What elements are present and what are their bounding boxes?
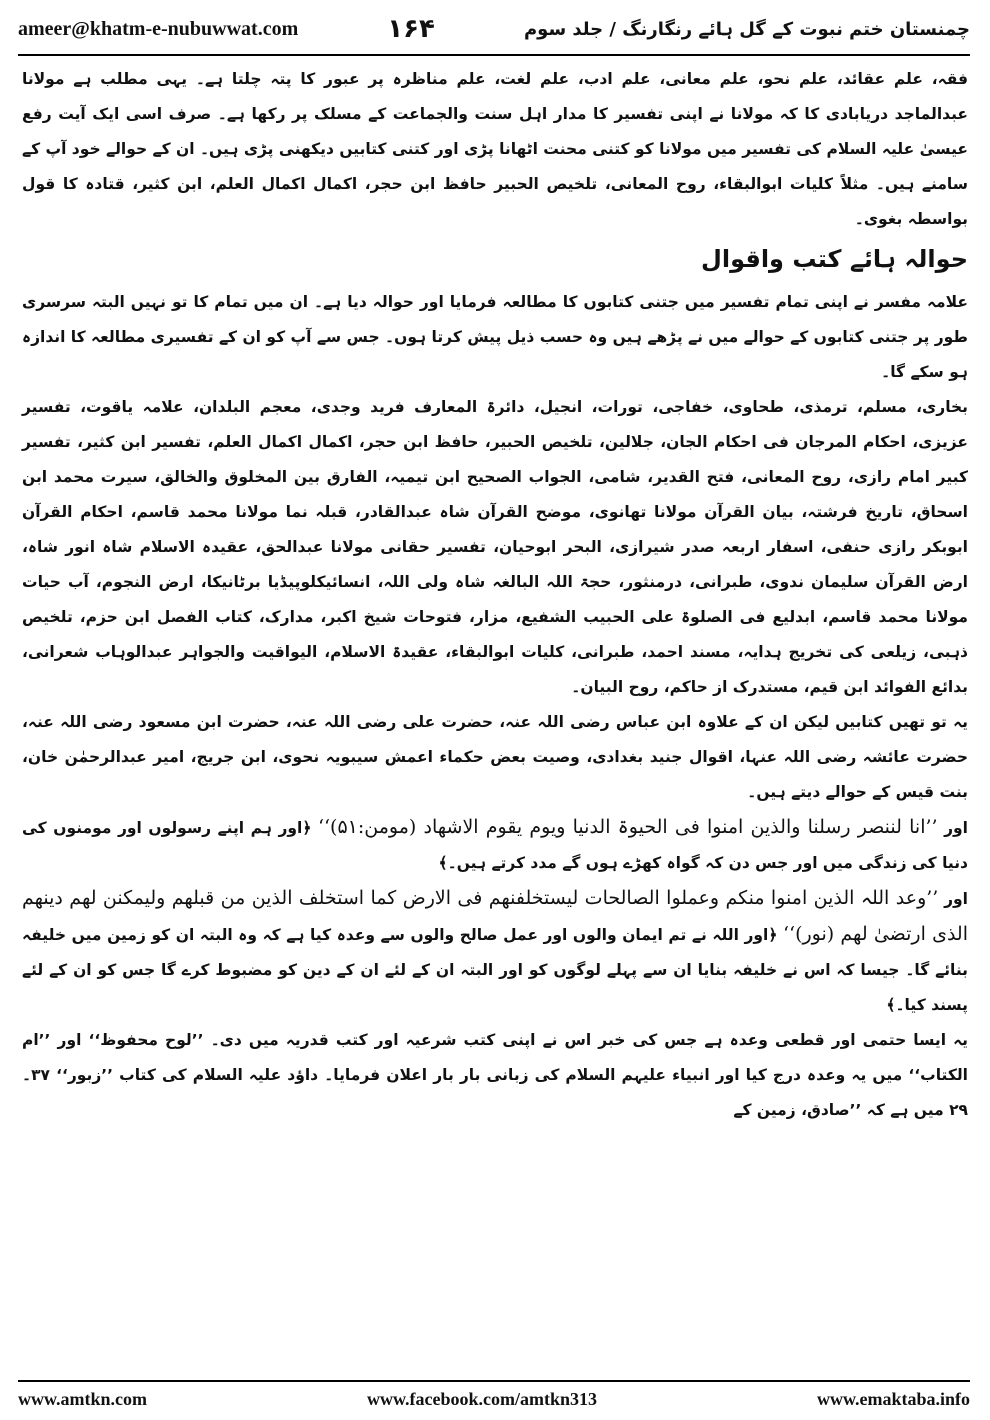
paragraph-sayings: یہ تو تھیں کتابیں لیکن ان کے علاوہ ابن عباس رضی اللہ عنہ، حضرت علی رضی اللہ عنہ، حضرت ابن مسعود رضی اللہ عنہ، حضرت عائشہ رضی اللہ عنہا، اقوال جنید بغدادی، وصیت بعض حکماء اعمش سیبویہ نحوی، ابن جریج، امیر عبدالرحمٰن خان، بنت قیس کے حوالے دیتے ہیں۔ <box>22 713 968 801</box>
footer-link-center[interactable]: www.facebook.com/amtkn313 <box>366 1388 597 1409</box>
page-header <box>18 8 970 50</box>
page-body <box>22 62 968 1380</box>
quote-1-arabic: ’’انا لننصر رسلنا والذین امنوا فی الحیوۃ الدنیا ویوم یقوم الاشھاد (مومن:۵۱)‘‘ <box>317 816 938 838</box>
footer-link-left[interactable]: www.amtkn.com <box>18 1388 147 1409</box>
quote-1-intro: اور <box>944 819 968 837</box>
footer-divider <box>18 1380 970 1382</box>
quote-2-arabic: ’’وعد اللہ الذین امنوا منکم وعملوا الصالحات لیستخلفنھم فی الارض کما استخلف الذین من قبلھم ولیمکنن لھم دینھم الذی ارتضیٰ لھم (نور)‘‘ <box>22 887 969 945</box>
book-title: چمنستان ختم نبوت کے گل ہائے رنگارنگ / جلد سوم <box>523 18 970 40</box>
quote-2-intro: اور <box>944 890 968 908</box>
header-divider <box>18 54 970 56</box>
quote-2-translation: ﴿اور اللہ نے تم ایمان والوں اور عمل صالح والوں سے وعدہ کیا ہے کہ وہ البتہ ان کو زمین میں خلیفہ بنائے گا۔ جیسا کہ اس نے خلیفہ بنایا ان سے پہلے لوگوں کو اور البتہ ان کے لئے ان کے دین کو مضبوط کرے گا جس کو ان کے لئے پسند کیا۔﴾ <box>22 926 968 1014</box>
quote-1-translation: ﴿اور ہم اپنے رسولوں اور مومنوں کی دنیا کی زندگی میں اور جس دن کہ گواہ کھڑے ہوں گے مدد کرتے ہیں۔﴾ <box>22 819 968 872</box>
footer-link-right[interactable]: www.emaktaba.info <box>816 1388 970 1409</box>
section-heading: حوالہ ہائے کتب واقوال <box>701 245 968 273</box>
paragraph-promise: یہ ایسا حتمی اور قطعی وعدہ ہے جس کی خبر اس نے اپنی کتب شرعیہ اور کتب قدریہ میں دی۔ ’’لوح محفوظ‘‘ اور ’’ام الکتاب‘‘ میں یہ وعدہ درج کیا اور انبیاء علیہم السلام کی زبانی بار بار اعلان فرمایا۔ داؤد علیہ السلام کی کتاب ’’زبور‘‘ ۳۷۔۲۹ میں ہے کہ ’’صادق، زمین کے <box>22 1031 968 1119</box>
page-number: ۱۶۴ <box>387 14 435 44</box>
paragraph-intro: فقہ، علم عقائد، علم نحو، علم معانی، علم ادب، علم لغت، علم مناظرہ پر عبور کا پتہ چلتا ہے۔ یہی مطلب ہے مولانا عبدالماجد دریابادی کا کہ مولانا نے اپنی تفسیر کا مدار اہل سنت والجماعت کے مسلک پر رکھا ہے۔ صرف اسی ایک آیت رفع عیسیٰ علیہ السلام کی تفسیر میں مولانا کو کتنی محنت اٹھانا پڑی اور کتنی کتابیں دیکھنی پڑی ہیں۔ ان کے حوالے خود آپ کے سامنے ہیں۔ مثلاً کلیات ابوالبقاء، روح المعانی، تلخیص الحبیر حافظ ابن حجر، اکمال اکمال العلم، ابن کثیر، قتادہ کا قول بواسطہ بغوی۔ <box>22 70 968 228</box>
paragraph-books-intro: علامہ مفسر نے اپنی تمام تفسیر میں جتنی کتابوں کا مطالعہ فرمایا اور حوالہ دیا ہے۔ ان میں تمام کا تو نہیں البتہ سرسری طور پر جتنی کتابوں کے حوالے میں نے پڑھے ہیں وہ حسب ذیل پیش کرتا ہوں۔ جس سے آپ کو ان کے تفسیری مطالعہ کا اندازہ ہو سکے گا۔ <box>22 293 968 381</box>
quote-1 <box>22 810 968 881</box>
page-footer <box>18 1384 970 1414</box>
quote-2 <box>22 881 968 1023</box>
header-email: ameer@khatm-e-nubuwwat.com <box>18 17 299 40</box>
paragraph-book-list: بخاری، مسلم، ترمذی، طحاوی، خفاجی، تورات، انجیل، دائرۃ المعارف فرید وجدی، معجم البلدان، علامہ یاقوت، تفسیر عزیزی، احکام المرجان فی احکام الجان، جلالین، تلخیص الحبیر، حافظ ابن حجر، اکمال اکمال العلم، تفسیر ابن کثیر، تفسیر کبیر امام رازی، روح المعانی، فتح القدیر، شامی، الجواب الصحیح ابن تیمیہ، الفارق بین المخلوق والخالق، سیرت محمد ابن اسحاق، تاریخ فرشتہ، بیان القرآن مولانا تھانوی، موضح القرآن شاہ عبدالقادر، قبلہ نما مولانا محمد قاسم، احکام القرآن ابوبکر رازی حنفی، اسفار اربعہ صدر شیرازی، البحر ابوحیان، تفسیر حقانی مولانا عبدالحق، عقیدہ الاسلام شاہ انور شاہ، ارض القرآن سلیمان ندوی، طبرانی، درمنثور، حجۃ اللہ البالغہ شاہ ولی اللہ، انسائیکلوپیڈیا برٹانیکا، ارض النجوم، آب حیات مولانا محمد قاسم، ابدلیع فی الصلوۃ علی الحبیب الشفیع، مزار، فتوحات شیخ اکبر، مدارک، کتاب الفصل ابن حزم، تلخیص ذہبی، زیلعی کی تخریج ہدایہ، مسند احمد، طبرانی، کلیات ابوالبقاء، عقیدۃ الاسلام، الیواقیت والجواہر عبدالوہاب شعرانی، بدائع الفوائد ابن قیم، مستدرک از حاکم، روح البیان۔ <box>22 398 968 696</box>
